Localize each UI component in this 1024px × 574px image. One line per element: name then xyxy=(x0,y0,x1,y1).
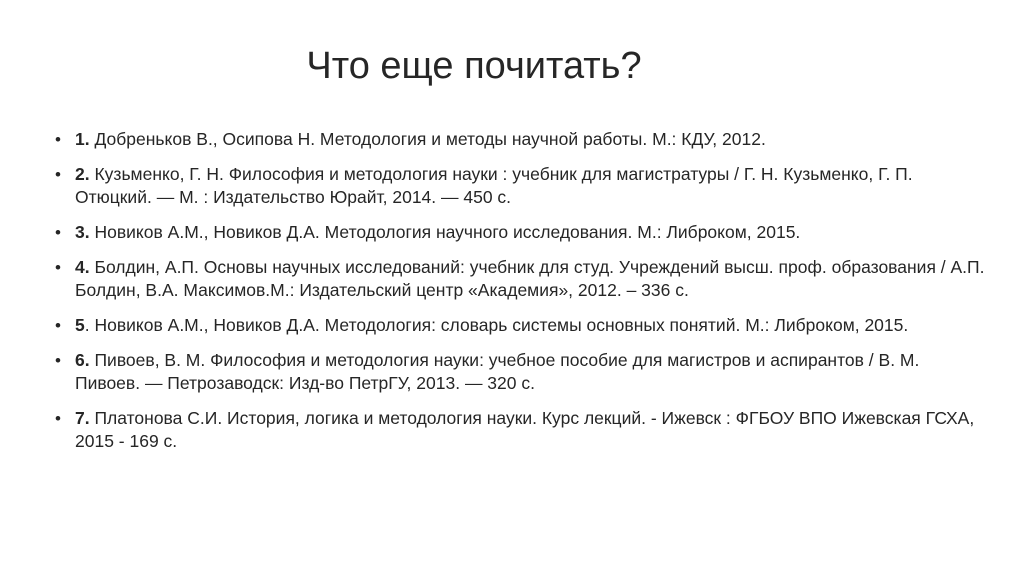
reference-number: 4. xyxy=(75,257,90,277)
reference-item xyxy=(55,314,985,337)
reference-text: Кузьменко, Г. Н. Философия и методология науки : учебник для магистратуры / Г. Н. Кузьменко, Г. П. Отюцкий. — М. : Издательство Юрайт, 2014. — 450 с. xyxy=(75,164,913,207)
reference-number: 1. xyxy=(75,129,90,149)
reference-item xyxy=(55,128,985,151)
reference-item xyxy=(55,256,985,302)
bullet-icon: • xyxy=(55,165,61,184)
reference-item xyxy=(55,221,985,244)
bullet-icon: • xyxy=(55,351,61,370)
bullet-icon: • xyxy=(55,223,61,242)
reference-list xyxy=(55,128,985,465)
reference-text: . Новиков А.М., Новиков Д.А. Методология: словарь системы основных понятий. М.: Либроком, 2015. xyxy=(84,315,909,335)
slide-title: Что еще почитать? xyxy=(306,45,642,87)
bullet-icon: • xyxy=(55,316,61,335)
reference-number: 5 xyxy=(75,315,85,335)
reference-number: 2. xyxy=(75,164,90,184)
reference-number: 6. xyxy=(75,350,90,370)
reference-item xyxy=(55,407,985,453)
reference-number: 7. xyxy=(75,408,90,428)
reference-text: Новиков А.М., Новиков Д.А. Методология научного исследования. М.: Либроком, 2015. xyxy=(89,222,801,242)
bullet-icon: • xyxy=(55,409,61,428)
reference-text: Платонова С.И. История, логика и методология науки. Курс лекций. - Ижевск : ФГБОУ ВПО Ижевская ГСХА, 2015 - 169 с. xyxy=(75,408,975,451)
reference-text: Добреньков В., Осипова Н. Методология и методы научной работы. М.: КДУ, 2012. xyxy=(89,129,766,149)
bullet-icon: • xyxy=(55,258,61,277)
reference-number: 3. xyxy=(75,222,90,242)
reference-item xyxy=(55,349,985,395)
bullet-icon: • xyxy=(55,130,61,149)
reference-text: Пивоев, В. М. Философия и методология науки: учебное пособие для магистров и аспирантов / В. М. Пивоев. — Петрозаводск: Изд-во ПетрГУ, 2013. — 320 с. xyxy=(75,350,920,393)
reference-item xyxy=(55,163,985,209)
reference-text: Болдин, А.П. Основы научных исследований: учебник для студ. Учреждений высш. проф. образования / А.П. Болдин, В.А. Максимов.М.: Издательский центр «Академия», 2012. – 336 с. xyxy=(75,257,985,300)
